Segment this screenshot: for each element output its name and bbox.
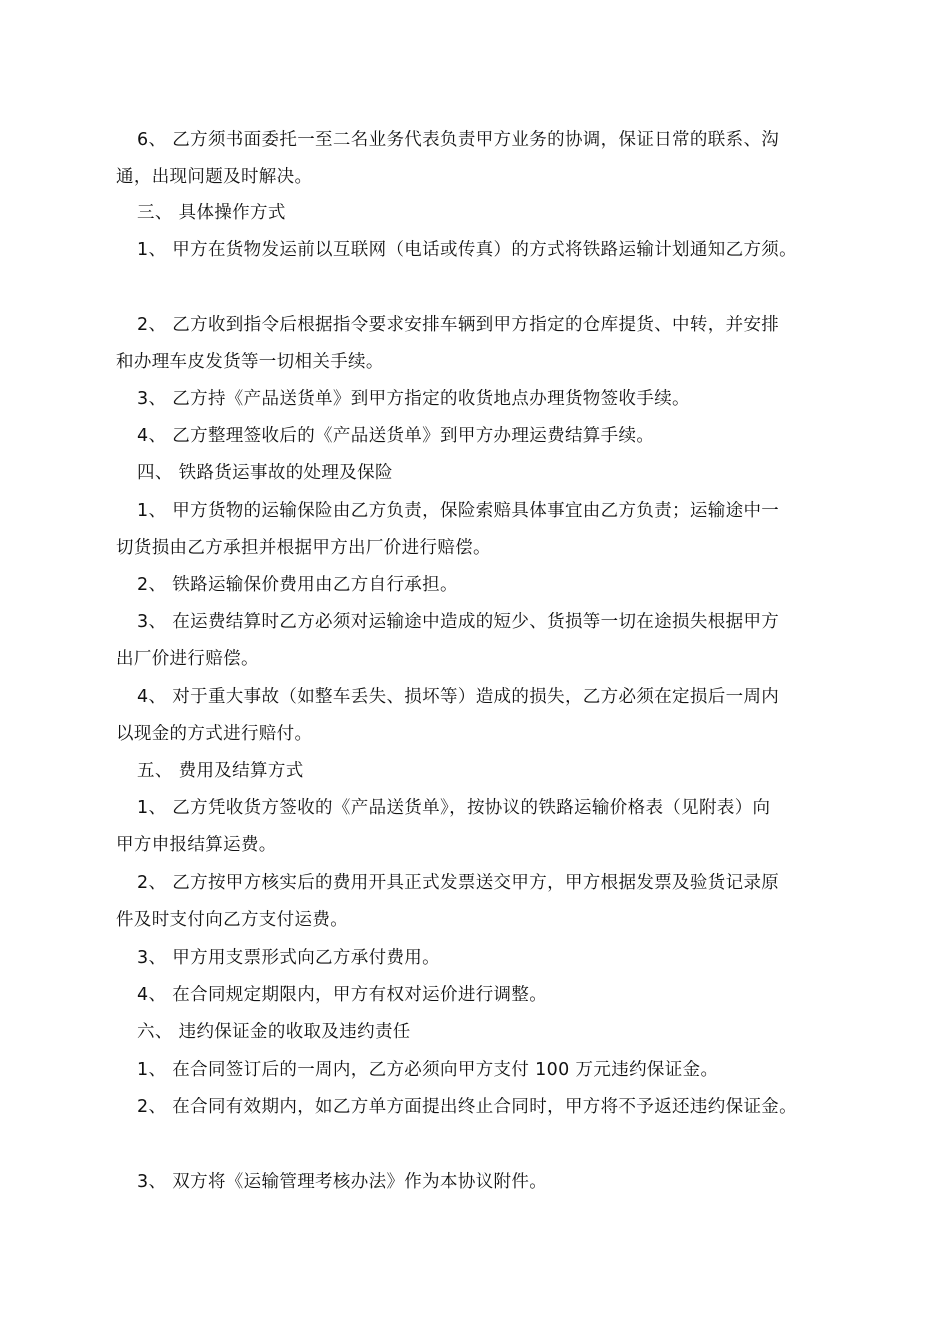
section-heading: 四、 铁路货运事故的处理及保险 [137,463,393,483]
text-line: 6、 乙方须书面委托一至二名业务代表负责甲方业务的协调，保证日常的联系、沟 [137,130,780,150]
text-line: 4、 对于重大事故（如整车丢失、损坏等）造成的损失，乙方必须在定损后一周内 [137,687,780,707]
text-line: 3、 在运费结算时乙方必须对运输途中造成的短少、货损等一切在途损失根据甲方 [137,612,780,632]
section-heading: 六、 违约保证金的收取及违约责任 [137,1022,411,1042]
text-line: 2、 铁路运输保价费用由乙方自行承担。 [137,575,458,595]
text-line: 切货损由乙方承担并根据甲方出厂价进行赔偿。 [116,538,491,558]
text-line: 出厂价进行赔偿。 [116,649,259,669]
text-line: 件及时支付向乙方支付运费。 [116,910,349,930]
text-line: 1、 乙方凭收货方签收的《产品送货单》，按协议的铁路运输价格表（见附表）向 [137,798,771,818]
text-line: 4、 在合同规定期限内，甲方有权对运价进行调整。 [137,985,548,1005]
text-line: 1、 甲方在货物发运前以互联网（电话或传真）的方式将铁路运输计划通知乙方须。 [137,240,797,260]
text-line: 3、 甲方用支票形式向乙方承付费用。 [137,948,440,968]
text-line: 甲方申报结算运费。 [116,835,277,855]
text-line: 2、 在合同有效期内，如乙方单方面提出终止合同时，甲方将不予返还违约保证金。 [137,1097,797,1117]
text-line: 1、 在合同签订后的一周内，乙方必须向甲方支付 100 万元违约保证金。 [137,1060,719,1080]
text-line: 4、 乙方整理签收后的《产品送货单》到甲方办理运费结算手续。 [137,426,655,446]
section-heading: 三、 具体操作方式 [137,203,286,223]
text-line: 以现金的方式进行赔付。 [116,724,313,744]
text-line: 通，出现问题及时解决。 [116,167,313,187]
text-line: 和办理车皮发货等一切相关手续。 [116,352,384,372]
text-line: 3、 双方将《运输管理考核办法》作为本协议附件。 [137,1172,548,1192]
text-line: 2、 乙方按甲方核实后的费用开具正式发票送交甲方，甲方根据发票及验货记录原 [137,873,780,893]
text-line: 2、 乙方收到指令后根据指令要求安排车辆到甲方指定的仓库提货、中转，并安排 [137,315,780,335]
text-line: 3、 乙方持《产品送货单》到甲方指定的收货地点办理货物签收手续。 [137,389,690,409]
section-heading: 五、 费用及结算方式 [137,761,304,781]
text-line: 1、 甲方货物的运输保险由乙方负责，保险索赔具体事宜由乙方负责；运输途中一 [137,501,780,521]
